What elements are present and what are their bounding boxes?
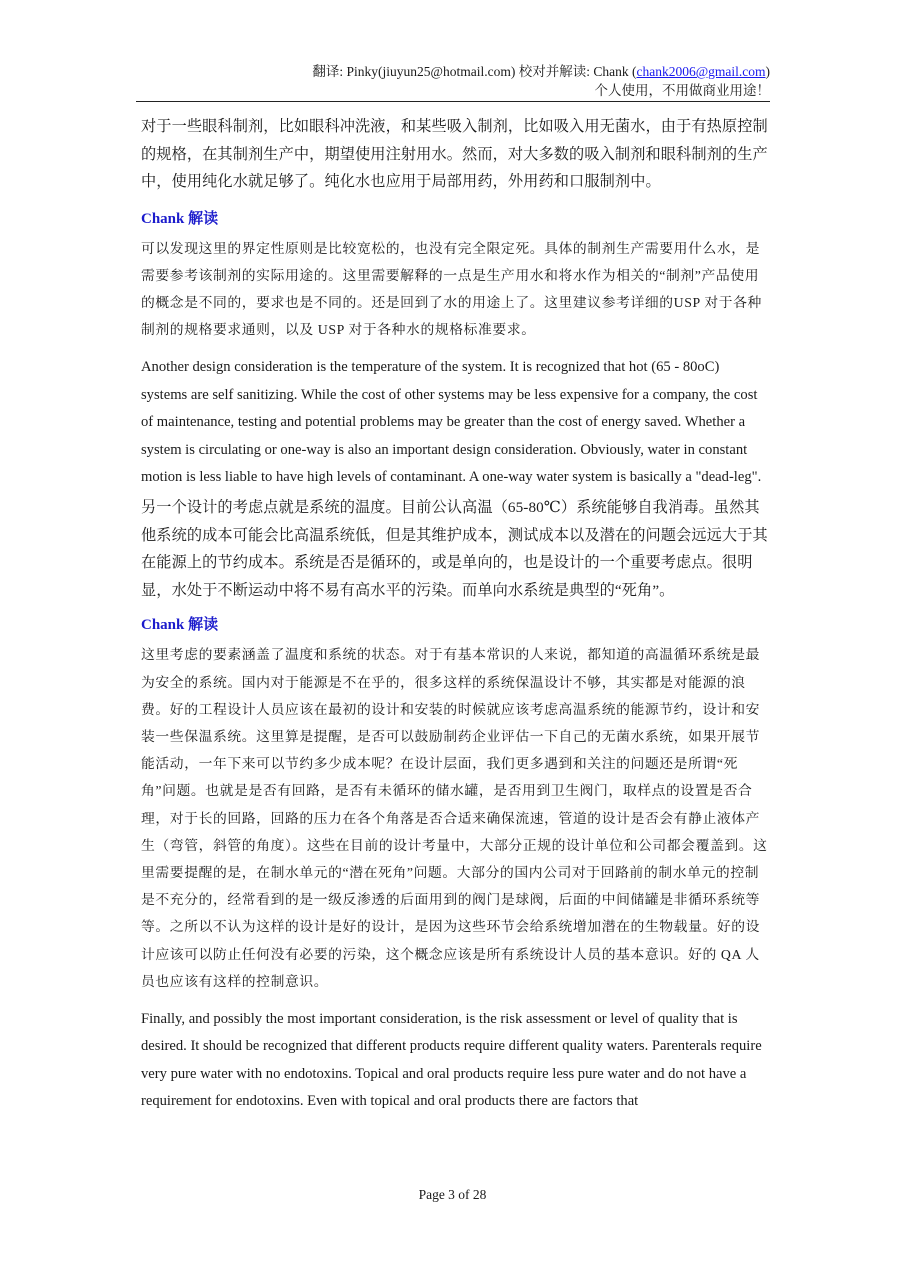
paragraph-risk-assessment-en: Finally, and possibly the most important consideration, is the risk assessment or level of quality that is desired. It should be recognized that different products require different quality waters. Parenterals require very pure water with no endotoxins. Topical and oral products require less pure water and do not have a requirement for endotoxins. Even with topical and oral products there are factors that xyxy=(141,1010,762,1110)
header-credits-text: 翻译: Pinky(jiuyun25@hotmail.com) 校对并解读: Chank ( xyxy=(312,64,637,79)
page-header xyxy=(136,62,770,100)
header-email-link[interactable]: chank2006@gmail.com xyxy=(636,64,766,79)
header-credits-close: ) xyxy=(765,64,770,79)
header-usage-note: 个人使用，不用做商业用途！ xyxy=(594,83,770,98)
paragraph-ophthalmic-water: 对于一些眼科制剂，比如眼科冲洗液，和某些吸入制剂，比如吸入用无菌水，由于有热原控制的规格，在其制剂生产中，期望使用注射用水。然而，对大多数的吸入制剂和眼科制剂的生产中，使用纯化水就足够了。纯化水也应用于局部用药，外用药和口服制剂中。 xyxy=(141,118,768,190)
chank-commentary-paragraph: 这里考虑的要素涵盖了温度和系统的状态。对于有基本常识的人来说，都知道的高温循环系统是最为安全的系统。国内对于能源是不在乎的，很多这样的系统保温设计不够，其实都是对能源的浪费。好的工程设计人员应该在最初的设计和安装的时候就应该考虑高温系统的能源节约，设计和安装一些保温系统。这里算是提醒，是否可以鼓励制药企业评估一下自己的无菌水系统，如果开展节能活动，一年下来可以节约多少成本呢？在设计层面，我们更多遇到和关注的问题还是所谓“死角”问题。也就是是否有回路，是否有未循环的储水罐，是否用到卫生阀门，取样点的设置是否合理，对于长的回路，回路的压力在各个角落是否合适来确保流速，管道的设计是否会有静止液体产生（弯管，斜管的角度）。这些在目前的设计考量中，大部分正规的设计单位和公司都会覆盖到。这里需要提醒的是，在制水单元的“潜在死角”问题。大部分的国内公司对于回路前的制水单元的控制是不充分的，经常看到的是一级反渗透的后面用到的阀门是球阀，后面的中间储罐是非循环系统等等。之所以不认为这样的设计是好的设计，是因为这些环节会给系统增加潜在的生物载量。好的设计应该可以防止任何没有必要的污染，这个概念应该是所有系统设计人员的基本意识。好的 QA 人员也应该有这样的控制意识。 xyxy=(141,647,768,989)
chank-commentary-heading: Chank 解读 xyxy=(141,210,219,227)
chank-commentary-paragraph: 可以发现这里的界定性原则是比较宽松的，也没有完全限定死。具体的制剂生产需要用什么水，是需要参考该制剂的实际用途的。这里需要解释的一点是生产用水和将水作为相关的“制剂”产品使用的概念是不同的，要求也是不同的。还是回到了水的用途上了。这里建议参考详细的USP 对于各种制剂的规格要求通则，以及 USP 对于各种水的规格标准要求。 xyxy=(141,240,762,338)
paragraph-system-temperature-en: Another design consideration is the temperature of the system. It is recognized that hot (65 - 80oC) systems are self sanitizing. While the cost of other systems may be less expensive for a company, the cost of maintenance, testing and potential problems may be greater than the cost of energy saved. Whether a system is circulating or one-way is also an important design consideration. Obviously, water in constant motion is less liable to have high levels of contaminant. A one-way water system is basically a "dead-leg". xyxy=(141,359,762,485)
page-body xyxy=(141,113,769,1116)
chank-commentary-heading: Chank 解读 xyxy=(141,617,219,634)
paragraph-system-temperature-cn: 另一个设计的考虑点就是系统的温度。目前公认高温（65-80℃）系统能够自我消毒。虽然其他系统的成本可能会比高温系统低，但是其维护成本，测试成本以及潜在的问题会远远大于其在能源上的节约成本。系统是否是循环的，或是单向的，也是设计的一个重要考虑点。很明显，水处于不断运动中将不易有高水平的污染。而单向水系统是典型的“死角”。 xyxy=(141,499,768,599)
header-divider xyxy=(136,101,770,102)
page-number: Page 3 of 28 xyxy=(418,1187,487,1202)
header-credits-line xyxy=(136,62,770,81)
